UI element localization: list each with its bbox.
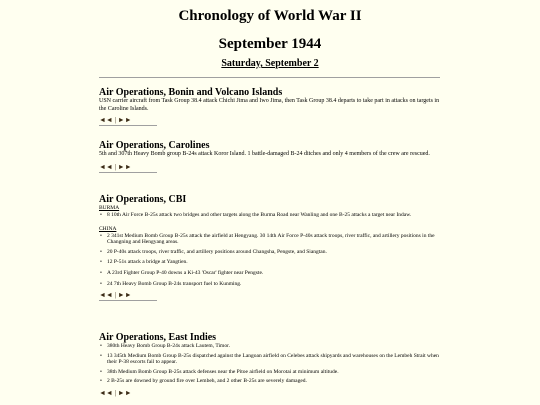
- section-nav: [99, 163, 441, 171]
- section-cbi: [99, 194, 441, 301]
- list-item: • 20 P-40s attack troops, river traffic, and artillery positions around Changsha, Pengste, and Siangtan.: [99, 249, 441, 256]
- prev-arrow-icon[interactable]: ◄◄: [99, 388, 113, 397]
- next-arrow-icon[interactable]: ►►: [117, 291, 132, 300]
- section-heading: Air Operations, Bonin and Volcano Islands: [99, 87, 283, 98]
- next-arrow-icon[interactable]: ►►: [117, 388, 132, 397]
- nav-separator: |: [114, 388, 117, 397]
- list-item: • 13 345th Medium Bomb Group B-25s dispatched against the Langoan airfield on Celebes attack shipyards and warehouses on the Lembeh Strait when their P-38 escorts fail to appear.: [99, 353, 441, 366]
- prev-arrow-icon[interactable]: ◄◄: [99, 116, 113, 124]
- list-item: • 24 7th Heavy Bomb Group B-24s transport fuel to Kunming.: [99, 281, 441, 288]
- list-item: • 380th Heavy Bomb Group B-24s attack Lautem, Timor.: [99, 343, 441, 350]
- section-nav: [99, 389, 441, 397]
- section-heading: Air Operations, Carolines: [99, 140, 210, 151]
- nav-separator: |: [114, 162, 117, 171]
- section-divider: [99, 125, 157, 126]
- section-east-indies: [99, 332, 441, 397]
- list-item: • 12 P-51s attack a bridge at Yangtien.: [99, 259, 441, 266]
- prev-arrow-icon[interactable]: ◄◄: [99, 291, 113, 300]
- list-item: • 2 B-25s are downed by ground fire over Lembeh, and 2 other B-25s are severely damaged.: [99, 378, 441, 385]
- section-carolines: [99, 140, 441, 173]
- next-arrow-icon[interactable]: ►►: [117, 116, 132, 124]
- header-divider: [99, 77, 440, 78]
- group-burma-label: BURMA: [99, 205, 120, 211]
- section-heading: Air Operations, East Indies: [99, 332, 217, 343]
- section-divider: [99, 172, 157, 173]
- page-month: September 1944: [218, 36, 322, 52]
- group-china-list: [99, 233, 441, 288]
- prev-arrow-icon[interactable]: ◄◄: [99, 162, 113, 171]
- nav-separator: |: [114, 116, 117, 124]
- east-indies-list: [99, 343, 441, 385]
- section-heading: Air Operations, CBI: [99, 194, 187, 205]
- next-arrow-icon[interactable]: ►►: [117, 162, 132, 171]
- list-item: • 38th Medium Bomb Group B-25s attack defenses near the Pitoe airfield on Morotai at minimum altitude.: [99, 369, 441, 376]
- group-burma-list: [99, 212, 441, 219]
- page-title: Chronology of World War II: [178, 8, 362, 24]
- nav-separator: |: [114, 291, 117, 300]
- section-nav: [99, 291, 441, 299]
- list-item: • 8 10th Air Force B-25s attack two bridges and other targets along the Burma Road near Wanling and one B-25 attacks a target near Indaw.: [99, 212, 441, 219]
- section-bonin-volcano: [99, 87, 441, 126]
- section-divider: [99, 300, 157, 301]
- section-text: USN carrier aircraft from Task Group 38.4 attack Chichi Jima and Iwo Jima, then Task Group 38.4 departs to take part in attacks on targets in the Caroline Islands.: [99, 98, 440, 112]
- section-nav: [99, 116, 441, 124]
- section-text: 5th and 307th Heavy Bomb group B-24s attack Koror Island. 1 battle-damaged B-24 ditches and only 4 members of the crew are rescued.: [99, 151, 430, 157]
- group-china-label: CHINA: [99, 226, 117, 233]
- list-item: • A 23rd Fighter Group P-40 downs a Ki-43 'Oscar' fighter near Pengste.: [99, 270, 441, 277]
- page-date: Saturday, September 2: [221, 58, 319, 69]
- list-item: • 2 341st Medium Bomb Group B-25s attack the airfield at Hengyang. 30 14th Air Force P-40s attack troops, river traffic, and artillery positions in the Changning and Hengyang areas.: [99, 233, 441, 246]
